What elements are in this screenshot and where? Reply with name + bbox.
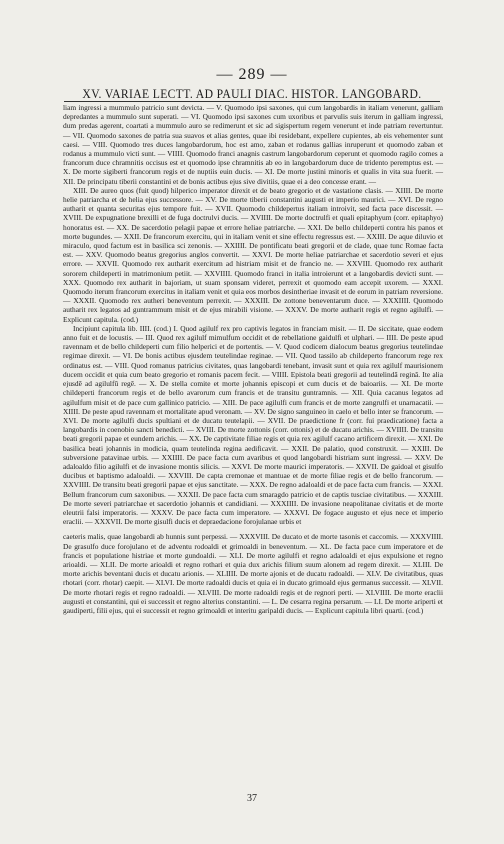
page-heading: XV. VARIAE LECTT. AD PAULI DIAC. HISTOR. LANGOBARD. [82, 87, 422, 101]
page-number: — 289 — [216, 66, 288, 83]
paragraph: Incipiunt capitula lib. IIII. (cod.) I. Quod agilulf rex pro captivis legatos in franciam misit. — II. De siccitate, quae eodem anno fuit et de locustis. — III. Quod rex agilulf mimulfum occidit et de rebellatione gaidulfi et ulphari. — IIII. De peste apud ravennam et de bello childeperti cum filio helperici et de portentis. — V. Quod codicem dialocum beatus gregorius teutelindae regimae direxit. — VI. De bonis actibus ejusdem teutelindae reginae. — VII. Quod tassilo ab childeperto francorum rege rex ordinatus est. — VIII. Quod romanus patricius civitates, quas langobardi tenebant, invasit sunt et quia rex agilulf maurisionem ducem occidit et quia cum beato gregorio et romanis pacem fecit. — VIIII. Epistola beati gregorii ad teutelindā reginā. Ite alia ejusdē ad agilulfū regē. — X. De stella comite et morte johannis episcopi et cum ducis et de baioariis. — XI. De morte childeperti francorum regis et de bello avarorum cum francis et de transitu guntramnis. — XII. Quia cacanus legatos ad agilulfum misit et de pace cum gallinico patricio. — XIII. De pace agilulfi cum francis et de morte zangrulfi et unarnacatii. — XIIII. De peste apud ravennam et mortalitate apud veronam. — XV. De signo sanguineo in caelo et bello inter se francorum. — XVI. De morte agilulfi ducis spultiani et de ducatu teutelapii. — XVII. De praedictione fr (corr. fui praedicatione) facta a langobardis in coenobio sancti benedicti. — XVIII. De morte zottonis (corr. ottonis) et de ducatu arichis. — XVIIII. De transitu beati gregorii papae et eundem arichis. — XX. De captivitate filiae regis et quia rex agilulf cacano artificem direxit. — XXI. De basilica beati johannis in modicia, quam teutelinda regina aedificavit. — XXII. De palatio, quod construxit. — XXIII. De subversione patavinae urbis. — XXIIII. De pace facta cum avaribus et quod langobardi histriam sunt ingressi. — XXV. De adaloaldo filio agilulfi et de invasione montis silicis. — XXVI. De morte maurici imperatoris. — XXVII. De gaidoal et gisulfo ducibus et baptismo adaloaldi. — XXVIII. De capta cremonae et mantuae et de morte filiae regis et de bello francorum. — XXVIIII. De transitu beati gregorii papae et ejus sanctitate. — XXX. De regno adaloaldi et de pace facta cum francis. — XXXI. Bellum francorum cum saxonibus. — XXXII. De pace facta cum smaragdo patricio et de captis tusciae civitatibus. — XXXIII. De morte severi patriarchae et sacerdotio johannis et candidiani. — XXXIIII. De invasione neapolitanae civitatis et de morte eleutrii falsi imperatoris. — XXXV. De pace facta cum imperatore. — XXXVI. De fogace augusto et ejus nece et imperio eraclii. — XXXVII. De morte gisulfi ducis et depraedacione forojulanae urbis et [63, 323, 443, 527]
signature-number: 37 [247, 793, 257, 804]
paragraph: caeteris malis, quae langobardi ab hunnis sunt perpessi. — XXXVIII. De ducato et de morte tasonis et caccomis. — XXXVIIII. De grasulfo duce forojulano et de adventu rodoaldi et grimoaldi in beneventum. — XL. De facta pace cum imperatore et de francis et populatione histriae et morte gundoaldi. — XLI. De morte agilulfi et regno adaloaldi et ejus expulsione et regno arioaldi. — XLII. De morte arioaldi et regno rothari et quia dux arichis filium suum alonem ad regem direxit. — XLIII. De morte arichis beventani ducis et ducatu arionis. — XLIIII. De morte ajonis et de ducatu radoaldi. — XLV. De civitatibus, quas rhotari (corr. rhotar) caepit. — XLVI. De morte radoaldi ducis et quia ei in ducato grimoald ejus germanus successit. — XLVII. De morte rhotari regis et regno radoaldi. — XLVIII. De morte radoaldi regis et de regnori perti. — XLVIIII. De morte eraclii augusti et constantini, qui ei successit et regno alterius constantini. — L. De cesarra regina persarum. — LI. De morte ariperti et gaudiperti, filii ejus, qui ei successit et regno grimoaldi et interitu garipaldi ducis. — Explicunt capitula libri quarti. (cod.) [63, 532, 443, 615]
paragraph: liam ingressi a mummulo patricio sunt devicta. — V. Quomodo ipsi saxones, qui cum langobardis in italiam venerunt, galliam depredantes a mummulo sunt superati. — VI. Quomodo ipsi saxones cum uxoribus et parvulis suis iterum in galliam ingressi, dum predas agerent, coartati a mummulo auro se redimerunt et sic ad sigispertum regem venerunt et inde patriam revertuntur. — VII. Quomodo saxones de patria sua suavos et alias gentes, quae ibi residebant, expellere cupientes, ab eis vehementer sunt caesi. — VIII. Quomodo tres duces langobardorum, hoc est amo, zaban et rodanus gallias inruperunt et quomodo zaban et rodanus a mummulo victi sunt. — VIIII. Quomodo franci anagnis castrum langobardorum ceperunt et quomodo ragilo comes a francorum duce chramnitis occisus est et quomodo ipse chramnitis ab eo in langobardorum duce de tridento peremptus est. — X. De morte sigiberti francorum regis et de nuptiis euin ducis. — XI. De morte justini minoris et qualis in vita sua fuerit. — XII. De principatu tiberii constantini et de bonis actibus ejus sive divitiis, quae ei a deo concesse erant. — [63, 103, 443, 186]
body-text [63, 103, 443, 615]
paragraph: XIII. De aureo quos (fuit quod) hilperico imperator direxit et de beato gregorio et de vastatione clasis. — XIIII. De morte helie patriarcha et de helia ejus successore. — XV. De morte tiberii constantini augusti et imperio maurici. — XVI. De regno autharit et quanta securitas ejus tempore fuit. — XVII. Quomodo childepertus italiam introivit, sed facta pace discessit. — XVIII. De expugnatione brexilli et de fuga doctrulvi ducis. — XVIIII. De morte doctrulfi et quali epitaphyum (corr. epitaphyo) honoratus est. — XX. De sacerdotio pelagii papae et errore heliae patriarche. — XXI. De bello childeperti contra his panos et morte bugundes. — XXII. De francorum exercitu, qui in italiam venit et sine effectu regressus est. — XXIII. De aque diluvio et miraculo, quod factum est in basilica sci zenonis. — XXIIII. De pontificatu beati gregorii et de clade, quae tunc Romae facta est. — XXV. Quomodo beatus gregorius anglos convertit. — XXVI. De morte heliae patriarchae et sacerdotio severi et ejus errore. — XXVII. Quomodo rex autharit exercitum ad histriam misit et de francio ne. — XXVIII. Quomodo rex autharit sororem childeperti in matrimonium petiit. — XXVIIII. Quomodo franci in italia introierunt et a langobardis devicti sunt. — XXX. Quomodo rex autharit in bajoriam, ut suam sponsam videret, perrexit et quomodo eam accepit uxorem. — XXXI. Quomodo iterum francorum exercitus in italiam venit et quia eos morbos desintheriae invasit et de eorum in patriam reversione. — XXXII. Quomodo rex autheri beneventum perrexit. — XXXIII. De zottone beneventarum duce. — XXXIIII. Quomodo autharit rex legatos ad guntrammum misit et de ejus mirabili visione. — XXXV. De morte autharit regis et regno agilulfi. — Explicunt capitula. (cod.) [63, 185, 443, 324]
heading-rule [64, 101, 440, 102]
